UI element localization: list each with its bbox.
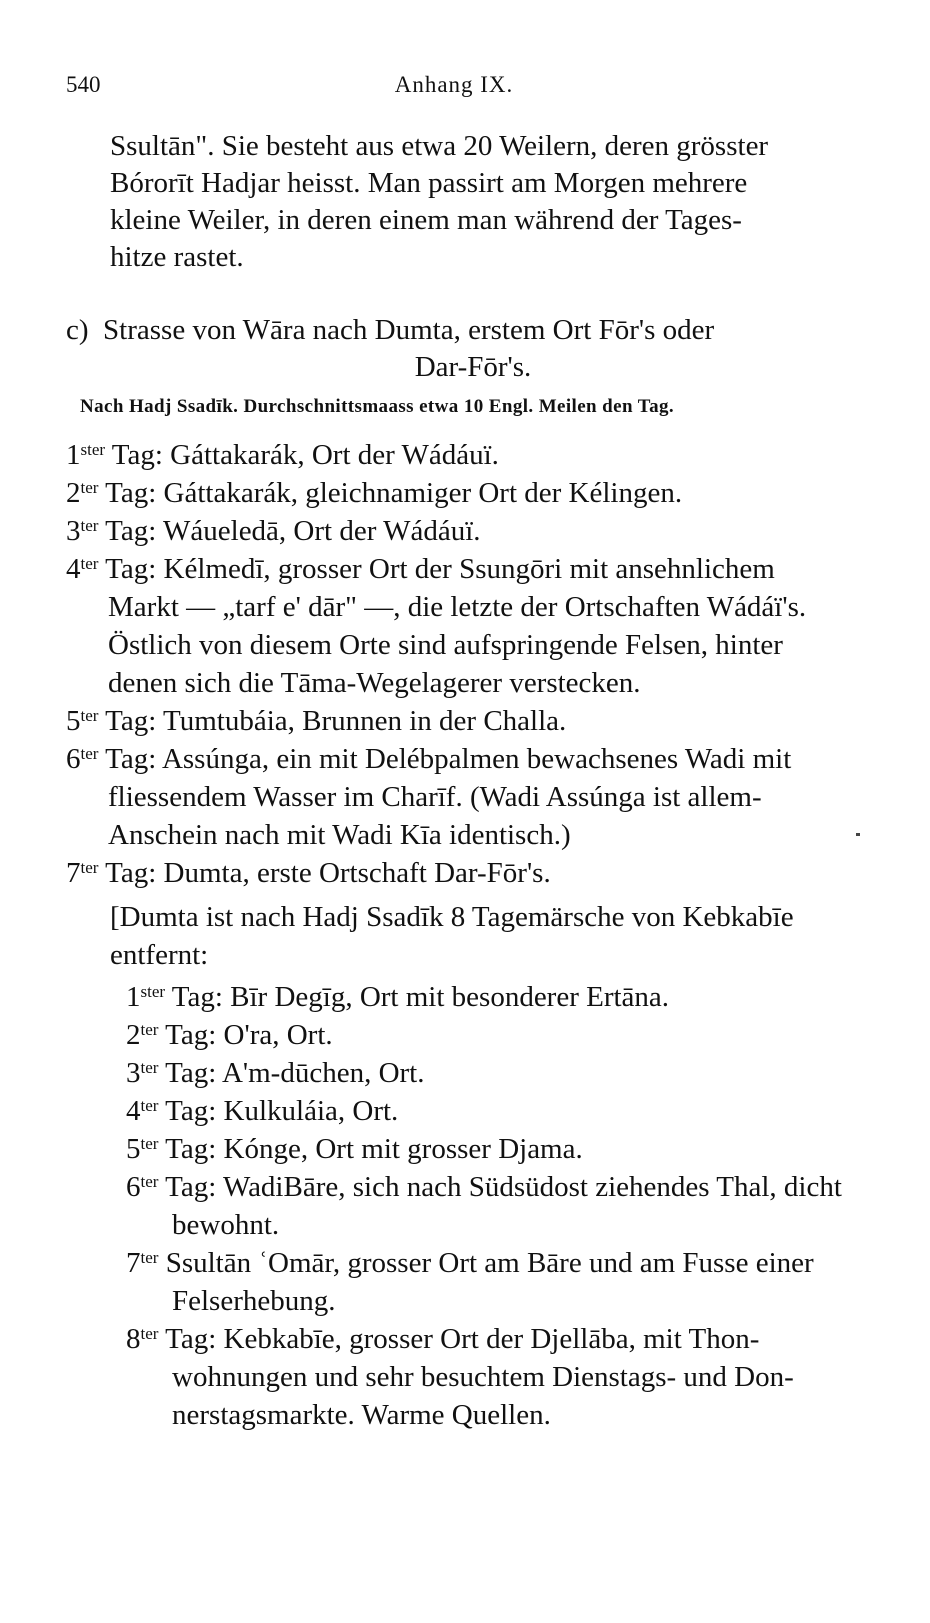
print-speck: [856, 833, 860, 836]
kebkabie-day-entry: [126, 1016, 850, 1054]
day-text: Tag: Dumta, erste Ortschaft Dar-Fōr's.: [105, 857, 551, 889]
day-text: Tag: Kélmedī, grosser Ort der Ssungōri mit ansehnlichem Markt — „tarf e' dār" —, die letzte der Ortschaften Wádáï's. Östlich von diesem Orte sind aufspringende Felsen, hinter denen sich die Tāma-Wegelagerer verstecken.: [105, 553, 807, 699]
section-heading: [66, 312, 850, 386]
section-title-line-1: [66, 312, 850, 349]
day-number: 7: [126, 1247, 141, 1279]
section-title: Strasse von Wāra nach Dumta, erstem Ort Fōr's oder: [103, 314, 715, 346]
day-number: 4: [66, 553, 81, 585]
day-number: 6: [126, 1171, 141, 1203]
day-number: 1: [66, 439, 81, 471]
kebkabie-day-entry: [126, 1244, 850, 1320]
day-number: 7: [66, 857, 81, 889]
day-ordinal-suffix: ter: [140, 1096, 159, 1115]
day-ordinal-suffix: ter: [80, 858, 99, 877]
day-list: [66, 436, 850, 892]
bracket-note-text: [Dumta ist nach Hadj Ssadīk 8 Tagemärsche von Kebkabīe entfernt:: [110, 901, 794, 971]
day-entry: [66, 854, 850, 892]
day-text: Tag: Gáttakarák, Ort der Wádáuï.: [111, 439, 499, 471]
day-ordinal-suffix: ter: [80, 478, 99, 497]
day-text: Tag: Tumtubáia, Brunnen in der Challa.: [105, 705, 567, 737]
day-number: 3: [66, 515, 81, 547]
day-text: Tag: Gáttakarák, gleichnamiger Ort der Kélingen.: [105, 477, 683, 509]
day-ordinal-suffix: ter: [140, 1248, 159, 1267]
day-number: 5: [126, 1133, 141, 1165]
day-entry: [66, 512, 850, 550]
section-title-line-2: Dar-Fōr's.: [414, 351, 532, 383]
day-text: Tag: Kónge, Ort mit grosser Djama.: [165, 1133, 583, 1165]
kebkabie-day-entry: [126, 1320, 850, 1434]
day-ordinal-suffix: ter: [80, 744, 99, 763]
section-note: Nach Hadj Ssadīk. Durchschnittsmaass etwa 10 Engl. Meilen den Tag.: [80, 396, 675, 417]
day-number: 5: [66, 705, 81, 737]
kebkabie-day-entry: [126, 1130, 850, 1168]
day-ordinal-suffix: ter: [80, 554, 99, 573]
intro-line: Bórorīt Hadjar heisst. Man passirt am Morgen mehrere: [110, 167, 748, 199]
running-head: Anhang IX.: [394, 72, 514, 97]
day-ordinal-suffix: ter: [140, 1020, 159, 1039]
intro-line: kleine Weiler, in deren einem man während der Tages-: [110, 204, 742, 236]
day-entry: [66, 740, 850, 854]
day-number: 3: [126, 1057, 141, 1089]
day-number: 4: [126, 1095, 141, 1127]
day-number: 1: [126, 981, 141, 1013]
day-ordinal-suffix: ter: [80, 706, 99, 725]
day-ordinal-suffix: ster: [80, 440, 106, 459]
section-label: c): [66, 314, 89, 346]
kebkabie-day-entry: [126, 1168, 850, 1244]
day-text: Tag: Kebkabīe, grosser Ort der Djellāba, mit Thonwohnungen und sehr besuchtem Dienstags- und Donnerstagsmarkte. Warme Quellen.: [165, 1323, 794, 1431]
day-text: Ssultān ʿOmār, grosser Ort am Bāre und am Fusse einer Felserhebung.: [165, 1247, 814, 1317]
page-header: [66, 72, 842, 106]
day-entry: [66, 474, 850, 512]
day-ordinal-suffix: ter: [140, 1134, 159, 1153]
intro-line: Ssultān". Sie besteht aus etwa 20 Weilern, deren grösster: [110, 130, 769, 162]
day-text: Tag: Kulkuláia, Ort.: [165, 1095, 399, 1127]
day-ordinal-suffix: ter: [140, 1324, 159, 1343]
day-entry: [66, 436, 850, 474]
day-ordinal-suffix: ster: [140, 982, 166, 1001]
intro-line: hitze rastet.: [110, 241, 244, 273]
day-ordinal-suffix: ter: [80, 516, 99, 535]
kebkabie-day-list: [126, 978, 850, 1434]
day-entry: [66, 702, 850, 740]
day-number: 2: [66, 477, 81, 509]
kebkabie-day-entry: [126, 1092, 850, 1130]
day-entry: [66, 550, 850, 702]
day-text: Tag: WadiBāre, sich nach Südsüdost ziehendes Thal, dicht bewohnt.: [165, 1171, 842, 1241]
day-text: Tag: Assúnga, ein mit Delébpalmen bewachsenes Wadi mit fliessendem Wasser im Charīf. (Wadi Assúnga ist allem-Anschein nach mit Wadi Kīa identisch.): [105, 743, 792, 851]
bracket-note: [110, 898, 850, 974]
kebkabie-day-entry: [126, 978, 850, 1016]
kebkabie-day-entry: [126, 1054, 850, 1092]
day-text: Tag: O'ra, Ort.: [165, 1019, 333, 1051]
intro-paragraph: [110, 128, 850, 276]
day-number: 2: [126, 1019, 141, 1051]
day-ordinal-suffix: ter: [140, 1172, 159, 1191]
day-text: Tag: Wáueledā, Ort der Wádáuï.: [105, 515, 481, 547]
day-text: Tag: Bīr Degīg, Ort mit besonderer Ertāna.: [171, 981, 670, 1013]
day-number: 6: [66, 743, 81, 775]
day-ordinal-suffix: ter: [140, 1058, 159, 1077]
page-number: 540: [66, 72, 101, 97]
day-number: 8: [126, 1323, 141, 1355]
day-text: Tag: A'm-dūchen, Ort.: [165, 1057, 425, 1089]
